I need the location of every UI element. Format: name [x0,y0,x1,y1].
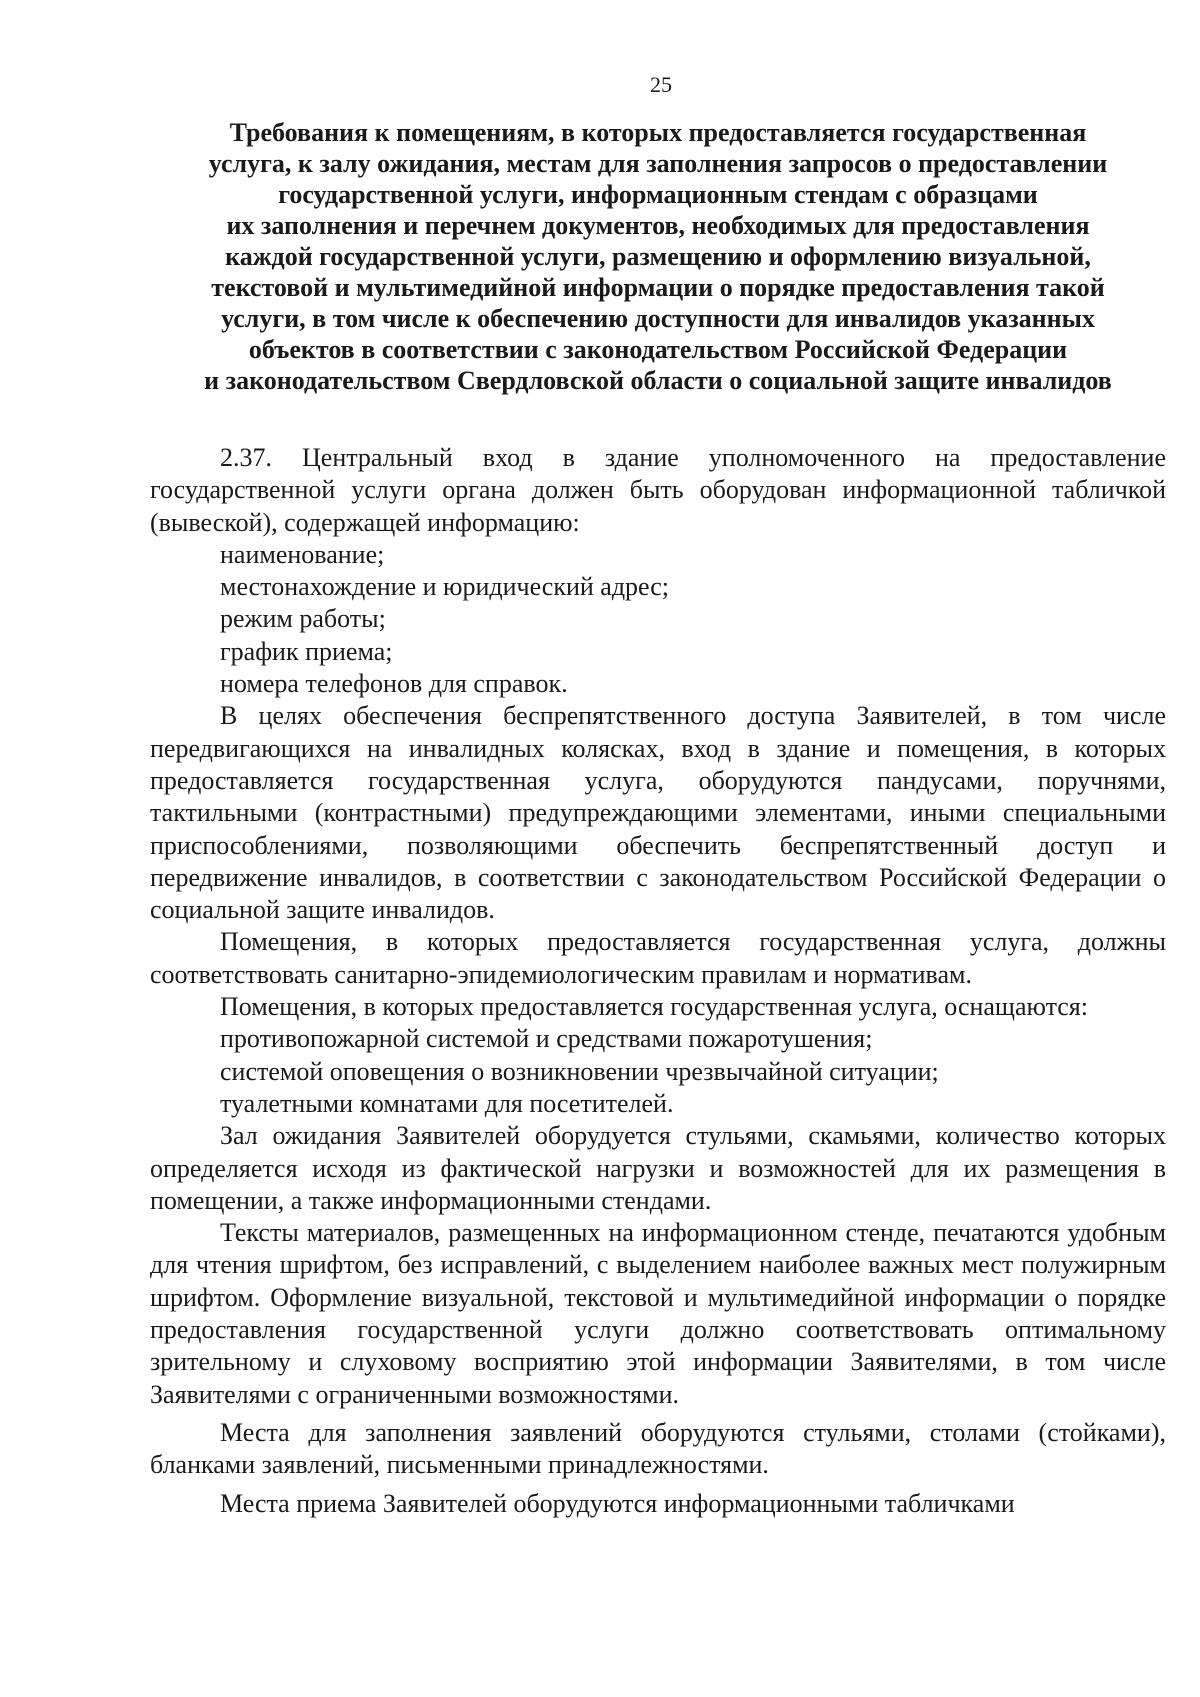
list-item: режим работы; [220,604,386,634]
paragraph-waiting-hall: Зал ожидания Заявителей оборудуется стульями, скамьями, количество которых определяется исходя из фактической нагрузки и возможностей для их размещения в помещении, а также информационными стендами. [150,1121,1166,1215]
paragraph-forms-places: Места для заполнения заявлений оборудуются стульями, столами (стойками), бланками заявлений, письменными принадлежностями. [150,1417,1166,1480]
list-item: противопожарной системой и средствами пожаротушения; [220,1024,873,1054]
paragraph-accessibility: В целях обеспечения беспрепятственного доступа Заявителей, в том числе передвигающихся на инвалидных колясках, вход в здание и помещения, в которых предоставляется государственная услуга, оборудуются пандусами, поручнями, тактильными (контрастными) предупреждающими элементами, иными специальными приспособлениями, позволяющими обеспечить беспрепятственный доступ и передвижение инвалидов, в соответствии с законодательством Российской Федерации о социальной защите инвалидов. [150,701,1166,925]
paragraph-reception-places: Места приема Заявителей оборудуются информационными табличками [220,1488,1015,1518]
heading-line: Требования к помещениям, в которых предоставляется государственная [229,118,1087,147]
heading-line: объектов в соответствии с законодательством Российской Федерации [248,335,1068,364]
heading-line: услуга, к залу ожидания, местам для заполнения запросов о предоставлении [208,149,1108,178]
list-item: наименование; [220,539,385,569]
paragraph-info-stand: Тексты материалов, размещенных на информационном стенде, печатаются удобным для чтения шрифтом, без исправлений, с выделением наиболее важных мест полужирным шрифтом. Оформление визуальной, текстовой и мультимедийной информации о порядке предоставления государственной услуги должно соответствовать оптимальному зрительному и слуховому восприятию этой информации Заявителями, в том числе Заявителями с ограниченными возможностями. [150,1218,1166,1409]
heading-line: услуги, в том числе к обеспечению доступности для инвалидов указанных [221,304,1095,333]
document-body [150,442,1166,1520]
section-heading [150,117,1166,396]
paragraph-equipment: Помещения, в которых предоставляется государственная услуга, оснащаются: [220,992,1088,1022]
heading-line: государственной услуги, информационным стендам с образцами [278,180,1038,209]
list-item: местонахождение и юридический адрес; [220,572,669,602]
paragraph-2-37: 2.37. Центральный вход в здание уполномоченного на предоставление государственной услуги органа должен быть оборудован информационной табличкой (вывеской), содержащей информацию: [150,443,1166,537]
list-item: график приема; [220,636,393,666]
heading-line: каждой государственной услуги, размещению и оформлению визуальной, [225,242,1091,271]
page-number: 25 [650,72,672,97]
heading-line: и законодательством Свердловской области о социальной защите инвалидов [204,366,1112,395]
heading-line: их заполнения и перечнем документов, необходимых для предоставления [226,211,1090,240]
paragraph-sanitary: Помещения, в которых предоставляется государственная услуга, должны соответствовать санитарно-эпидемиологическим правилам и нормативам. [150,927,1166,989]
list-item: системой оповещения о возникновении чрезвычайной ситуации; [220,1056,939,1086]
heading-line: текстовой и мультимедийной информации о порядке предоставления такой [211,273,1105,302]
list-item: туалетными комнатами для посетителей. [220,1088,674,1118]
list-item: номера телефонов для справок. [220,669,568,699]
